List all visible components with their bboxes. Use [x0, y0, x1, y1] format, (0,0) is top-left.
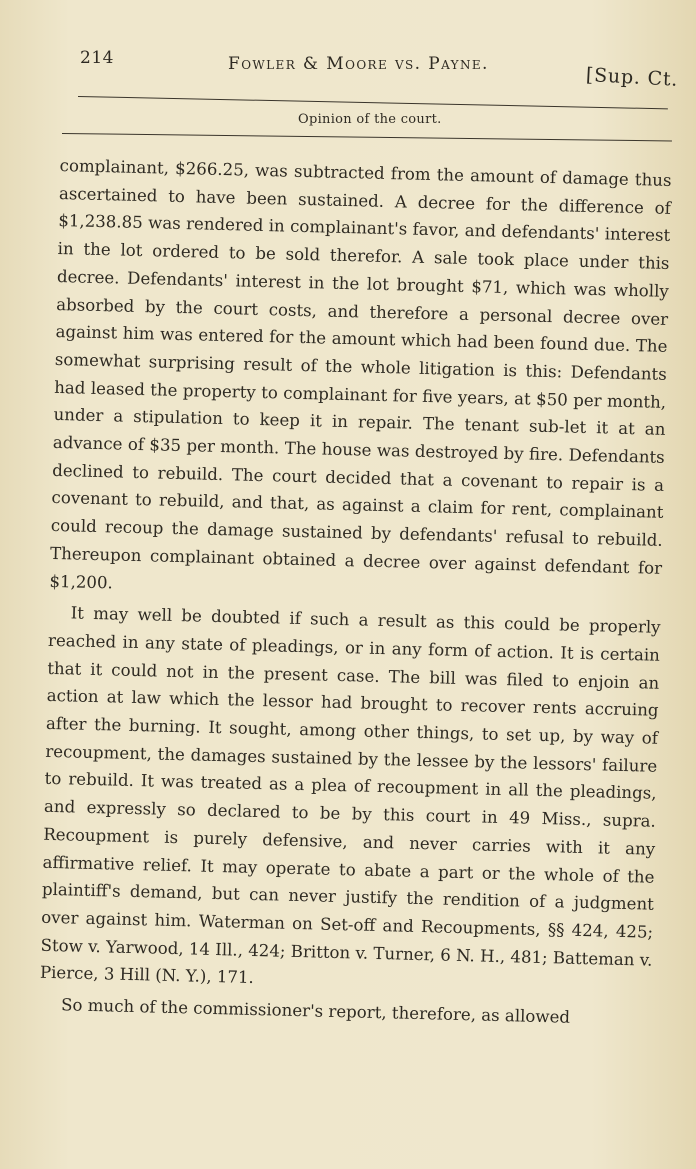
header-rule-bottom	[62, 133, 672, 141]
running-title: Fowler & Moore vs. Payne.	[228, 54, 489, 74]
section-heading: Opinion of the court.	[298, 112, 442, 127]
paragraph: It may well be doubted if such a result as this could be properly reached in any state of pleadings, or in any form of action. It is certain that it could not in the present case. The bill was filed to enjoin an action at law which the lessor had brought to recover rents accruing after the burning. It sought, among other things, to set up, by way of recoupment, the damages sustained by the lessee by the lessors' failure to rebuild. It was treated as a plea of recoupment in all the pleadings, and expressly so declared to be by this court in 49 Miss., supra. Recoupment is purely defensive, and never carries with it any affirmative relief. It may operate to abate a part or the whole of the plaintiff's demand, but can never justify the rendition of a judgment over against him. Waterman on Set-off and Recoupments, §§ 424, 425; Stow v. Yarwood, 14 Ill., 424; Britton v. Turner, 6 N. H., 481; Batteman v. Pierce, 3 Hill (N. Y.), 171.	[39, 603, 661, 988]
page-number: 214	[80, 48, 114, 68]
paragraph: So much of the commissioner's report, therefore, as allowed	[60, 995, 571, 1027]
paragraph-continued: complainant, $266.25, was subtracted from the amount of damage thus ascertained to have been sustained. A decree for the difference of $1,238.85 was rendered in complainant's favor, and defendants' interest in the lot ordered to be sold therefor. A sale took place under this decree. Defendants' interest in the lot brought $71, which was wholly absorbed by the court costs, and therefore a personal decree over against him was entered for the amount which had been found due. The somewhat surprising result of the whole litigation is this: Defendants had leased the property to complainant for five years, at $50 per month, under a stipulation to keep it in repair. The tenant sub-let it at an advance of $35 per month. The house was destroyed by fire. Defendants declined to rebuild. The court decided that a covenant to repair is a covenant to rebuild, and that, as against a claim for rent, complainant could recoup the damage sustained by defendants' refusal to rebuild. Thereupon complainant obtained a decree over against defendant for $1,200.	[49, 155, 672, 592]
header-rule-top	[78, 96, 668, 109]
court-abbreviation: [Sup. Ct.	[585, 64, 679, 91]
body-text	[39, 152, 672, 1033]
